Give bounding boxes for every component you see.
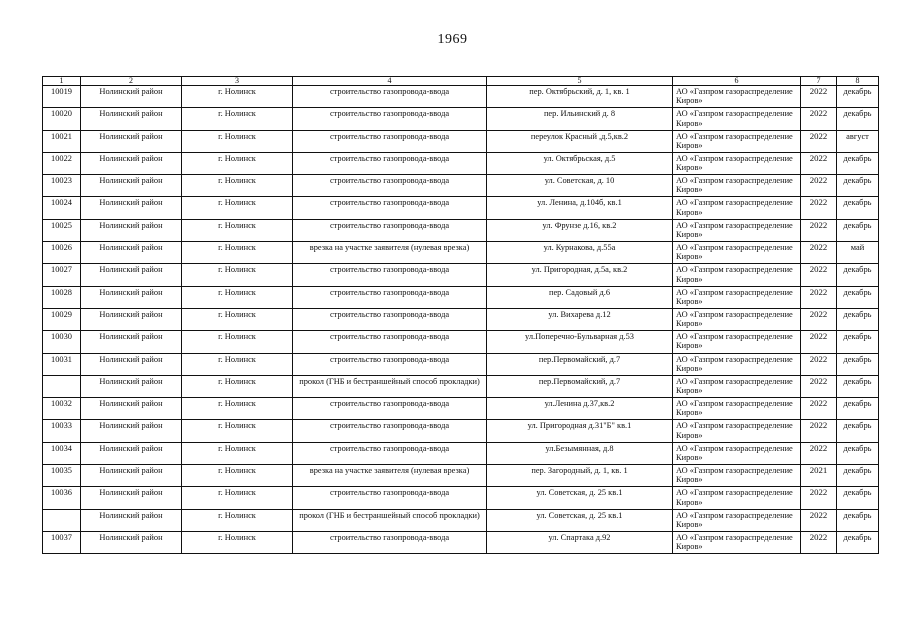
cell-district: Нолинский район [81, 152, 182, 174]
table-row [43, 331, 879, 353]
cell-month: декабрь [837, 152, 879, 174]
table-row [43, 219, 879, 241]
cell-work-type: прокол (ГНБ и бестраншейный способ прокладки) [293, 375, 487, 397]
cell-address: ул.Ленина д.37,кв.2 [487, 398, 673, 420]
table-row [43, 286, 879, 308]
cell-month: декабрь [837, 375, 879, 397]
cell-address: пер.Первомайский, д.7 [487, 353, 673, 375]
cell-address: ул. Советская, д. 25 кв.1 [487, 487, 673, 509]
cell-work-type: врезка на участке заявителя (нулевая врезка) [293, 242, 487, 264]
table-row [43, 86, 879, 108]
cell-district: Нолинский район [81, 86, 182, 108]
cell-month: декабрь [837, 442, 879, 464]
cell-city: г. Нолинск [182, 442, 293, 464]
cell-year: 2022 [801, 242, 837, 264]
table-row [43, 353, 879, 375]
column-header-6: 6 [673, 77, 801, 86]
cell-number: 10037 [43, 531, 81, 553]
cell-city: г. Нолинск [182, 509, 293, 531]
cell-number: 10023 [43, 175, 81, 197]
table-row [43, 531, 879, 553]
cell-organization: АО «Газпром газораспределение Киров» [673, 331, 801, 353]
cell-number: 10022 [43, 152, 81, 174]
cell-organization: АО «Газпром газораспределение Киров» [673, 509, 801, 531]
cell-year: 2021 [801, 465, 837, 487]
table-row [43, 130, 879, 152]
cell-number: 10027 [43, 264, 81, 286]
cell-number: 10035 [43, 465, 81, 487]
cell-organization: АО «Газпром газораспределение Киров» [673, 197, 801, 219]
cell-month: декабрь [837, 286, 879, 308]
cell-district: Нолинский район [81, 420, 182, 442]
cell-work-type: строительство газопровода-ввода [293, 197, 487, 219]
cell-address: ул. Советская, д. 25 кв.1 [487, 509, 673, 531]
cell-organization: АО «Газпром газораспределение Киров» [673, 420, 801, 442]
cell-city: г. Нолинск [182, 197, 293, 219]
column-header-3: 3 [182, 77, 293, 86]
table-header [43, 77, 879, 86]
table-row [43, 442, 879, 464]
cell-city: г. Нолинск [182, 242, 293, 264]
cell-year: 2022 [801, 331, 837, 353]
cell-city: г. Нолинск [182, 219, 293, 241]
cell-address: переулок Красный ,д.5,кв.2 [487, 130, 673, 152]
cell-address: пер. Загородный, д. 1, кв. 1 [487, 465, 673, 487]
table-row [43, 175, 879, 197]
cell-number: 10034 [43, 442, 81, 464]
cell-address: пер.Первомайский, д.7 [487, 375, 673, 397]
cell-city: г. Нолинск [182, 108, 293, 130]
cell-work-type: строительство газопровода-ввода [293, 398, 487, 420]
cell-address: ул. Вихарева д.12 [487, 308, 673, 330]
cell-city: г. Нолинск [182, 130, 293, 152]
cell-year: 2022 [801, 353, 837, 375]
cell-address: пер. Ильинский д. 8 [487, 108, 673, 130]
cell-district: Нолинский район [81, 509, 182, 531]
cell-number: 10028 [43, 286, 81, 308]
cell-month: декабрь [837, 531, 879, 553]
cell-city: г. Нолинск [182, 398, 293, 420]
cell-work-type: строительство газопровода-ввода [293, 130, 487, 152]
cell-district: Нолинский район [81, 531, 182, 553]
cell-address: ул. Фрунзе д.16, кв.2 [487, 219, 673, 241]
cell-district: Нолинский район [81, 197, 182, 219]
cell-month: декабрь [837, 175, 879, 197]
cell-number: 10031 [43, 353, 81, 375]
cell-address: ул.Поперечно-Бульварная д.53 [487, 331, 673, 353]
cell-city: г. Нолинск [182, 353, 293, 375]
cell-city: г. Нолинск [182, 531, 293, 553]
cell-year: 2022 [801, 152, 837, 174]
cell-district: Нолинский район [81, 308, 182, 330]
column-header-4: 4 [293, 77, 487, 86]
cell-district: Нолинский район [81, 108, 182, 130]
cell-work-type: строительство газопровода-ввода [293, 442, 487, 464]
cell-work-type: строительство газопровода-ввода [293, 219, 487, 241]
cell-organization: АО «Газпром газораспределение Киров» [673, 442, 801, 464]
table-row [43, 420, 879, 442]
cell-city: г. Нолинск [182, 465, 293, 487]
cell-organization: АО «Газпром газораспределение Киров» [673, 219, 801, 241]
cell-work-type: строительство газопровода-ввода [293, 264, 487, 286]
cell-month: декабрь [837, 398, 879, 420]
cell-number: 10021 [43, 130, 81, 152]
cell-year: 2022 [801, 531, 837, 553]
cell-address: ул. Курнакова, д.55а [487, 242, 673, 264]
cell-year: 2022 [801, 286, 837, 308]
cell-year: 2022 [801, 108, 837, 130]
cell-city: г. Нолинск [182, 331, 293, 353]
cell-number: 10030 [43, 331, 81, 353]
column-header-2: 2 [81, 77, 182, 86]
cell-city: г. Нолинск [182, 152, 293, 174]
cell-work-type: строительство газопровода-ввода [293, 331, 487, 353]
cell-district: Нолинский район [81, 219, 182, 241]
cell-district: Нолинский район [81, 398, 182, 420]
cell-number: 10026 [43, 242, 81, 264]
cell-district: Нолинский район [81, 286, 182, 308]
cell-number: 10036 [43, 487, 81, 509]
cell-district: Нолинский район [81, 331, 182, 353]
table-row [43, 375, 879, 397]
cell-organization: АО «Газпром газораспределение Киров» [673, 264, 801, 286]
cell-number: 10032 [43, 398, 81, 420]
cell-address: ул. Советская, д. 10 [487, 175, 673, 197]
table-row [43, 197, 879, 219]
cell-address: ул.Безымянная, д.8 [487, 442, 673, 464]
cell-address: ул. Ленина, д.104б, кв.1 [487, 197, 673, 219]
cell-organization: АО «Газпром газораспределение Киров» [673, 108, 801, 130]
header-row [43, 77, 879, 86]
table-row [43, 308, 879, 330]
cell-city: г. Нолинск [182, 86, 293, 108]
cell-organization: АО «Газпром газораспределение Киров» [673, 175, 801, 197]
cell-city: г. Нолинск [182, 375, 293, 397]
table-row [43, 108, 879, 130]
cell-organization: АО «Газпром газораспределение Киров» [673, 531, 801, 553]
cell-city: г. Нолинск [182, 487, 293, 509]
cell-month: декабрь [837, 308, 879, 330]
cell-work-type: строительство газопровода-ввода [293, 86, 487, 108]
cell-month: декабрь [837, 465, 879, 487]
cell-district: Нолинский район [81, 130, 182, 152]
cell-number [43, 375, 81, 397]
cell-district: Нолинский район [81, 264, 182, 286]
cell-month: декабрь [837, 86, 879, 108]
cell-month: декабрь [837, 108, 879, 130]
cell-address: ул. Пригородная, д.5а, кв.2 [487, 264, 673, 286]
cell-work-type: врезка на участке заявителя (нулевая врезка) [293, 465, 487, 487]
table-row [43, 398, 879, 420]
cell-city: г. Нолинск [182, 308, 293, 330]
cell-month: декабрь [837, 487, 879, 509]
cell-work-type: прокол (ГНБ и бестраншейный способ прокладки) [293, 509, 487, 531]
cell-city: г. Нолинск [182, 175, 293, 197]
cell-city: г. Нолинск [182, 420, 293, 442]
cell-year: 2022 [801, 420, 837, 442]
cell-number [43, 509, 81, 531]
cell-address: ул. Октябрьская, д.5 [487, 152, 673, 174]
cell-number: 10024 [43, 197, 81, 219]
table-row [43, 509, 879, 531]
cell-year: 2022 [801, 130, 837, 152]
cell-organization: АО «Газпром газораспределение Киров» [673, 353, 801, 375]
cell-organization: АО «Газпром газораспределение Киров» [673, 152, 801, 174]
cell-number: 10025 [43, 219, 81, 241]
cell-year: 2022 [801, 197, 837, 219]
cell-address: пер. Садовый д.6 [487, 286, 673, 308]
cell-district: Нолинский район [81, 175, 182, 197]
cell-organization: АО «Газпром газораспределение Киров» [673, 487, 801, 509]
cell-month: август [837, 130, 879, 152]
cell-organization: АО «Газпром газораспределение Киров» [673, 465, 801, 487]
cell-year: 2022 [801, 175, 837, 197]
cell-organization: АО «Газпром газораспределение Киров» [673, 242, 801, 264]
cell-number: 10019 [43, 86, 81, 108]
cell-district: Нолинский район [81, 487, 182, 509]
table-row [43, 264, 879, 286]
table-row [43, 465, 879, 487]
cell-work-type: строительство газопровода-ввода [293, 152, 487, 174]
cell-district: Нолинский район [81, 353, 182, 375]
cell-district: Нолинский район [81, 375, 182, 397]
cell-month: декабрь [837, 509, 879, 531]
cell-district: Нолинский район [81, 242, 182, 264]
table-row [43, 242, 879, 264]
cell-address: ул. Спартака д.92 [487, 531, 673, 553]
cell-work-type: строительство газопровода-ввода [293, 353, 487, 375]
page-number: 1969 [437, 32, 468, 47]
table-row [43, 152, 879, 174]
cell-work-type: строительство газопровода-ввода [293, 286, 487, 308]
column-header-8: 8 [837, 77, 879, 86]
column-header-1: 1 [43, 77, 81, 86]
column-header-5: 5 [487, 77, 673, 86]
cell-address: пер. Октябрьский, д. 1, кв. 1 [487, 86, 673, 108]
registry-table [42, 76, 879, 554]
cell-work-type: строительство газопровода-ввода [293, 308, 487, 330]
cell-year: 2022 [801, 487, 837, 509]
cell-year: 2022 [801, 86, 837, 108]
cell-number: 10029 [43, 308, 81, 330]
cell-month: декабрь [837, 420, 879, 442]
cell-work-type: строительство газопровода-ввода [293, 487, 487, 509]
cell-work-type: строительство газопровода-ввода [293, 420, 487, 442]
cell-month: декабрь [837, 331, 879, 353]
cell-year: 2022 [801, 308, 837, 330]
cell-month: декабрь [837, 353, 879, 375]
cell-district: Нолинский район [81, 442, 182, 464]
cell-year: 2022 [801, 509, 837, 531]
cell-month: декабрь [837, 197, 879, 219]
cell-month: май [837, 242, 879, 264]
cell-city: г. Нолинск [182, 264, 293, 286]
cell-address: ул. Пригородная д.31"Б" кв.1 [487, 420, 673, 442]
cell-organization: АО «Газпром газораспределение Киров» [673, 130, 801, 152]
cell-organization: АО «Газпром газораспределение Киров» [673, 375, 801, 397]
table-row [43, 487, 879, 509]
cell-work-type: строительство газопровода-ввода [293, 108, 487, 130]
cell-number: 10020 [43, 108, 81, 130]
cell-work-type: строительство газопровода-ввода [293, 175, 487, 197]
cell-year: 2022 [801, 442, 837, 464]
table-body [43, 86, 879, 554]
cell-organization: АО «Газпром газораспределение Киров» [673, 286, 801, 308]
cell-city: г. Нолинск [182, 286, 293, 308]
cell-year: 2022 [801, 219, 837, 241]
cell-district: Нолинский район [81, 465, 182, 487]
cell-work-type: строительство газопровода-ввода [293, 531, 487, 553]
column-header-7: 7 [801, 77, 837, 86]
cell-organization: АО «Газпром газораспределение Киров» [673, 398, 801, 420]
cell-month: декабрь [837, 219, 879, 241]
cell-organization: АО «Газпром газораспределение Киров» [673, 86, 801, 108]
cell-number: 10033 [43, 420, 81, 442]
cell-month: декабрь [837, 264, 879, 286]
cell-year: 2022 [801, 398, 837, 420]
cell-year: 2022 [801, 375, 837, 397]
cell-organization: АО «Газпром газораспределение Киров» [673, 308, 801, 330]
cell-year: 2022 [801, 264, 837, 286]
